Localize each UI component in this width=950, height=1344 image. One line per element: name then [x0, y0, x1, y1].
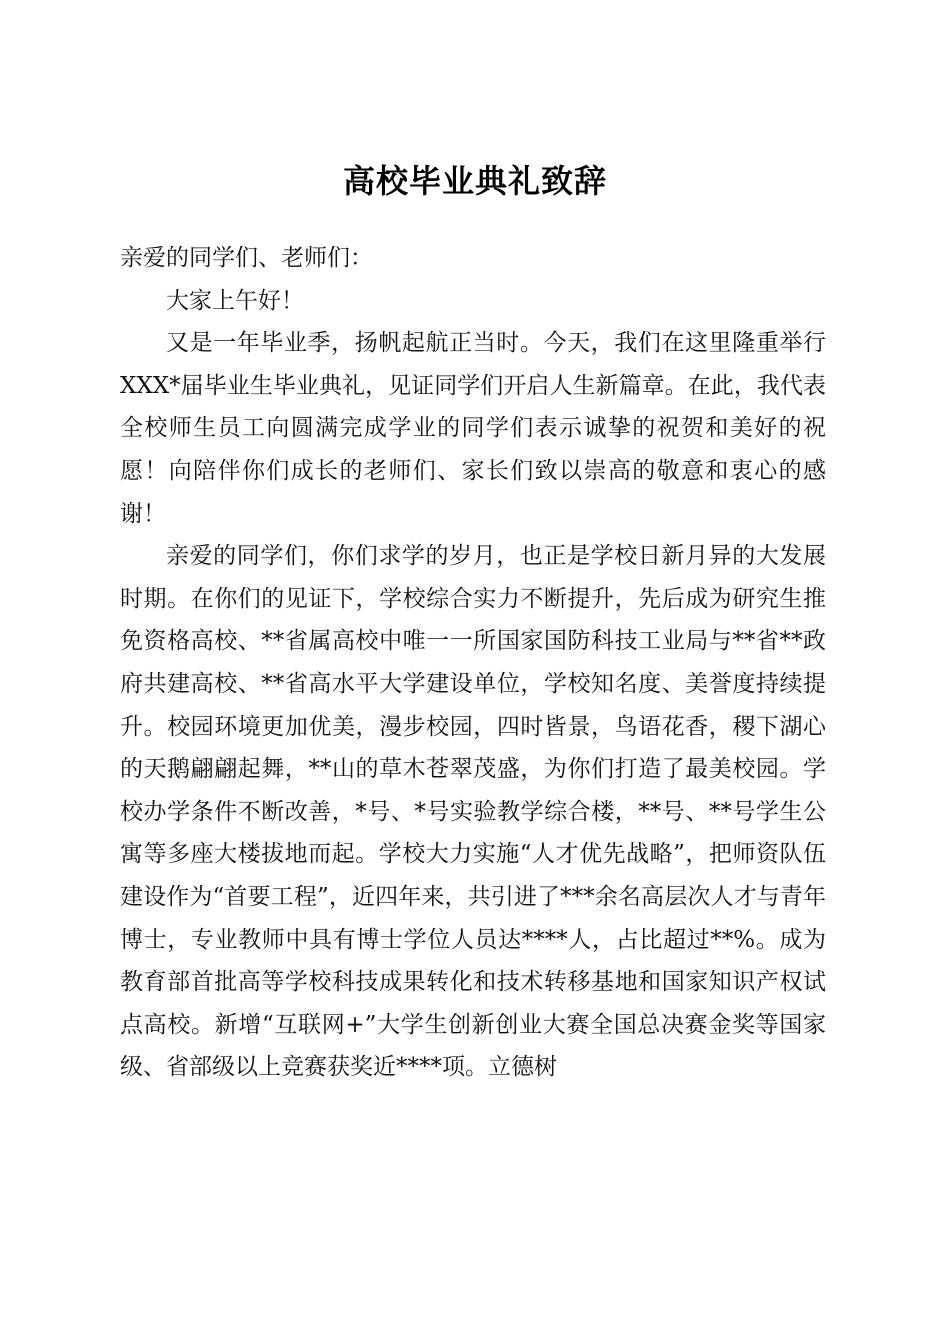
paragraph: 又是一年毕业季，扬帆起航正当时。今天，我们在这里隆重举行XXX*届毕业生毕业典礼，见证同学们开启人生新篇章。在此，我代表全校师生员工向圆满完成学业的同学们表示诚挚的祝贺和美好的祝愿！向陪伴你们成长的老师们、家长们致以崇高的敬意和衷心的感谢！	[120, 330, 826, 527]
document-body	[120, 237, 826, 1089]
page-title: 高校毕业典礼致辞	[342, 162, 607, 201]
paragraph: 亲爱的同学们，你们求学的岁月，也正是学校日新月异的大发展时期。在你们的见证下，学校综合实力不断提升，先后成为研究生推免资格高校、**省属高校中唯一一所国家国防科技工业局与**省**政府共建高校、**省高水平大学建设单位，学校知名度、美誉度持续提升。校园环境更加优美，漫步校园，四时皆景，鸟语花香，稷下湖心的天鹅翩翩起舞，**山的草木苍翠茂盛，为你们打造了最美校园。学校办学条件不断改善，*号、*号实验教学综合楼，**号、**号学生公寓等多座大楼拔地而起。学校大力实施“人才优先战略”，把师资队伍建设作为“首要工程”，近四年来，共引进了***余名高层次人才与青年博士，专业教师中具有博士学位人员达****人，占比超过**%。成为教育部首批高等学校科技成果转化和技术转移基地和国家知识产权试点高校。新增“互联网+”大学生创新创业大赛全国总决赛金奖等国家级、省部级以上竞赛获奖近****项。立德树	[120, 543, 826, 1081]
greeting: 大家上午好！	[166, 287, 304, 314]
salutation: 亲爱的同学们、老师们：	[120, 245, 373, 271]
